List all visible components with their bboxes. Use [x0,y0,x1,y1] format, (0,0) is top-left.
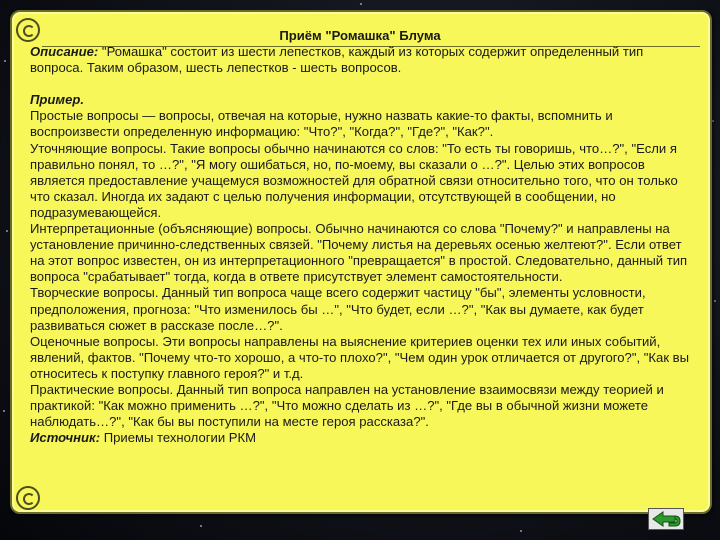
description-label: Описание: [30,44,99,60]
paragraph-simple-questions: Простые вопросы — вопросы, отвечая на которые, нужно назвать какие-то факты, вспомнить и воспроизвести определенную информацию: "Что?", "Когда?", "Где?", "Как?". [30,108,613,140]
example-label: Пример. [30,92,85,108]
paragraph-practical-questions: Практические вопросы. Данный тип вопроса направлен на установление взаимосвязи между теорией и практикой: "Как можно применить …?", "Что можно сделать из …?", "Где вы в обычной жизни можете наблюдать…?", "Как бы вы поступили на месте героя рассказа?". [30,381,664,430]
description-text: "Ромашка" состоит из шести лепестков, каждый из которых содержит определенный тип вопроса. Таким образом, шесть лепестков - шесть вопросов. [30,44,644,76]
paragraph-creative-questions: Творческие вопросы. Данный тип вопроса чаще всего содержит частицу "бы", элементы условности, предположения, прогноза: "Что изменилось бы …", "Что будет, если …?", "Как вы думаете, как будет развиваться сюжет в рассказе после…?". [30,285,646,333]
paragraph-interpretive-questions: Интерпретационные (объясняющие) вопросы. Обычно начинаются со слова "Почему?" и направлены на установление причинно-следственных связей. "Почему листья на деревьях осенью желтеют?". Если ответ на этот вопрос известен, он из интерпретационного "превращается" в простой. Следовательно, данный тип вопроса "срабатывает" тогда, когда в ответе присутствует элемент самостоятельности. [30,221,688,285]
paragraph-clarifying-questions: Уточняющие вопросы. Такие вопросы обычно начинаются со слов: "То есть ты говоришь, что…?", "Если я правильно понял, то …?", "Я могу ошибаться, но, по-моему, вы сказали о …?". Целью этих вопросов является предоставление учащемуся возможностей для обратной связи относительно того, что он только что сказал. Иногда их задают с целью получения информации, отсутствующей в сообщении, но подразумевающейся. [30,140,678,220]
description [30,44,690,76]
source-label: Источник: [30,430,101,446]
source [30,430,690,446]
slide-title: Приём "Ромашка" Блума [279,28,441,43]
return-arrow-button[interactable] [648,508,684,530]
slide-content [30,28,690,446]
return-arrow-icon [649,509,683,529]
paragraph-evaluative-questions: Оценочные вопросы. Эти вопросы направлены на выяснение критериев оценки тех или иных событий, явлений, фактов. "Почему что-то хорошо, а что-то плохо?", "Чем один урок отличается от другого?", "Как вы относитесь к поступку главного героя?" и т.д. [30,333,690,381]
source-text: Приемы технологии РКМ [100,430,257,446]
scroll-curl-icon [16,486,40,510]
